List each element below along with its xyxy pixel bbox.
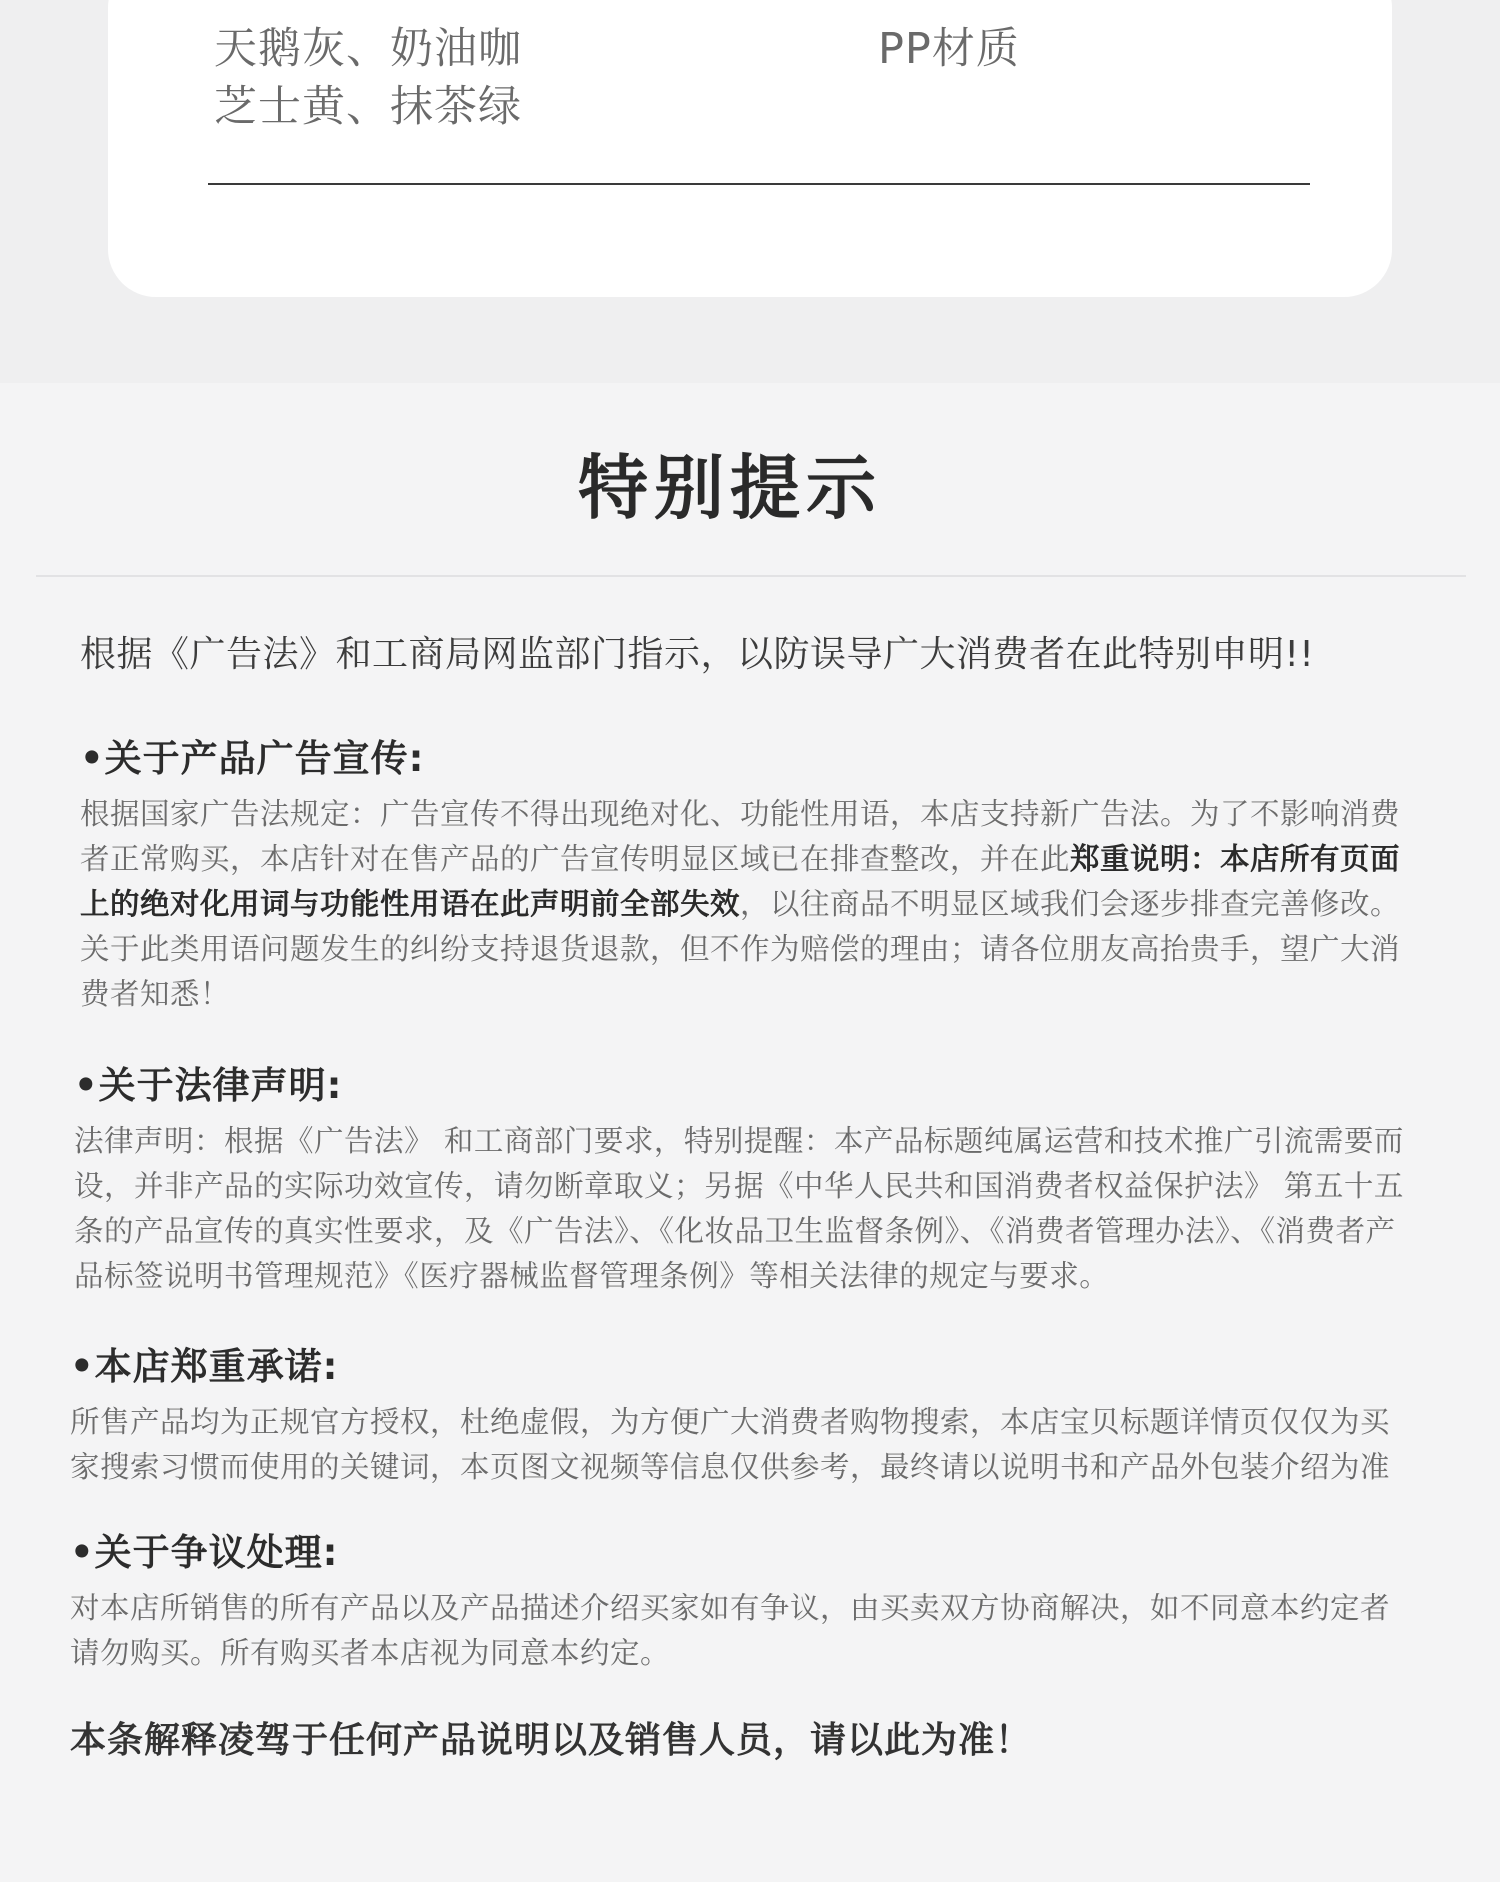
section-heading: •关于法律声明:: [74, 1064, 343, 1107]
section-heading: •关于产品广告宣传:: [80, 737, 425, 780]
body-text-after: ，以往商品不明显区域我们会逐步排查完善修改。关于此类用语问题发生的纠纷支持退货退款，但不作为赔偿的理由；请各位朋友高抬贵手，望广大消费者知悉！: [80, 887, 1401, 1011]
spec-section: [0, 0, 1500, 383]
section-heading: •关于争议处理:: [70, 1531, 339, 1574]
material-text: PP材质: [878, 24, 1020, 74]
section-heading: •本店郑重承诺:: [70, 1345, 339, 1388]
notice-intro: 根据《广告法》和工商局网监部门指示，以防误导广大消费者在此特别申明!!: [80, 634, 1315, 675]
spec-divider: [208, 183, 1310, 185]
body-emphasis: 郑重说明：本店所有页面上的绝对化用词与功能性用语在此声明前全部失效: [80, 842, 1401, 921]
spec-card: [108, 0, 1392, 297]
section-body: [80, 792, 1420, 1017]
closing-statement: 本条解释凌驾于任何产品说明以及销售人员，请以此为准！: [70, 1720, 1033, 1761]
material-spec: [878, 20, 1020, 78]
color-options-line-2: 芝士黄、抹茶绿: [214, 82, 522, 132]
section-body: 对本店所销售的所有产品以及产品描述介绍买家如有争议，由买卖双方协商解决，如不同意本约定者请勿购买。所有购买者本店视为同意本约定。: [70, 1591, 1391, 1670]
notice-title: 特别提示: [578, 447, 882, 529]
section-advertising: [80, 732, 1420, 1017]
section-body: 法律声明：根据《广告法》 和工商部门要求，特别提醒：本产品标题纯属运营和技术推广引流需要而设，并非产品的实际功效宣传，请勿断章取义；另据《中华人民共和国消费者权益保护法》 第五十五条的产品宣传的真实性要求，及《广告法》、《化妆品卫生监督条例》、《消费者管理办法》、《消费者产品标签说明书管理规范》《医疗器械监督管理条例》等相关法律的规定与要求。: [74, 1124, 1404, 1293]
special-notice-section: [0, 383, 1500, 1882]
body-text-before: 根据国家广告法规定：广告宣传不得出现绝对化、功能性用语，本店支持新广告法。为了不影响消费者正常购买，本店针对在售产品的广告宣传明显区域已在排查整改，并在此: [80, 797, 1401, 876]
color-options: [214, 20, 522, 136]
color-options-line-1: 天鹅灰、奶油咖: [214, 24, 522, 74]
section-store-commitment: [70, 1340, 1410, 1490]
section-legal-statement: [74, 1059, 1404, 1299]
section-dispute-handling: [70, 1526, 1410, 1676]
title-divider: [36, 575, 1466, 577]
section-body: 所售产品均为正规官方授权，杜绝虚假，为方便广大消费者购物搜索，本店宝贝标题详情页仅仅为买家搜索习惯而使用的关键词，本页图文视频等信息仅供参考，最终请以说明书和产品外包装介绍为准: [70, 1405, 1391, 1484]
